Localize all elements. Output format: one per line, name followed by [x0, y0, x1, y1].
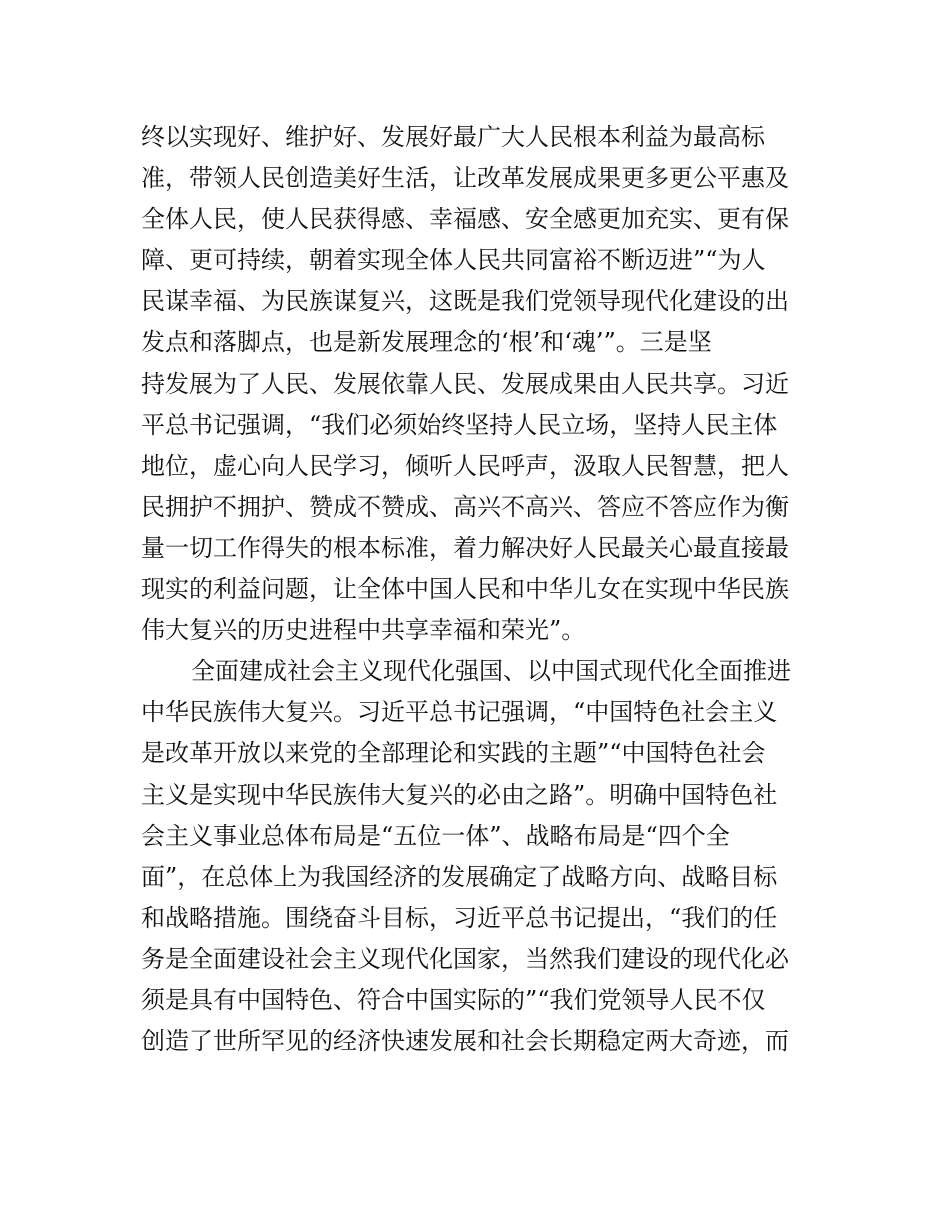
text-line: 中华民族伟大复兴。习近平总书记强调，“中国特色社会主义	[141, 698, 778, 727]
text-line: 会主义事业总体布局是“五位一体”、战略布局是“四个全	[141, 821, 730, 850]
text-line: 地位，虚心向人民学习，倾听人民呼声，汲取人民智慧，把人	[141, 451, 789, 480]
text-line: 民拥护不拥护、赞成不赞成、高兴不高兴、答应不答应作为衡	[141, 492, 789, 521]
text-line: 是改革开放以来党的全部理论和实践的主题”“中国特色社会	[141, 739, 766, 768]
text-line: 务是全面建设社会主义现代化国家，当然我们建设的现代化必	[141, 944, 789, 973]
body-text	[141, 117, 821, 1062]
text-line: 持发展为了人民、发展依靠人民、发展成果由人民共享。习近	[141, 369, 789, 398]
text-line: 和战略措施。围绕奋斗目标，习近平总书记提出，“我们的任	[141, 903, 778, 932]
text-line: 须是具有中国特色、符合中国实际的”“我们党领导人民不仅	[141, 985, 766, 1014]
paragraph-2	[141, 651, 821, 1062]
text-line: 全体人民，使人民获得感、幸福感、安全感更加充实、更有保	[141, 205, 789, 234]
text-line: 平总书记强调，“我们必须始终坚持人民立场，坚持人民主体	[141, 410, 778, 439]
text-line: 主义是实现中华民族伟大复兴的必由之路”。明确中国特色社	[141, 780, 778, 809]
text-line: 创造了世所罕见的经济快速发展和社会长期稳定两大奇迹，而	[141, 1027, 789, 1056]
paragraph-1	[141, 117, 821, 651]
text-line: 量一切工作得失的根本标准，着力解决好人民最关心最直接最	[141, 533, 789, 562]
text-line: 终以实现好、维护好、发展好最广大人民根本利益为最高标	[141, 123, 765, 151]
text-line: 现实的利益问题，让全体中国人民和中华儿女在实现中华民族	[141, 575, 789, 604]
text-line-indented: 全面建成社会主义现代化强国、以中国式现代化全面推进	[191, 657, 791, 686]
text-line: 发点和落脚点，也是新发展理念的‘根’和‘魂’”。三是坚	[141, 328, 712, 357]
text-line: 伟大复兴的历史进程中共享幸福和荣光”。	[141, 616, 586, 645]
text-line: 民谋幸福、为民族谋复兴，这既是我们党领导现代化建设的出	[141, 287, 789, 316]
text-line: 障、更可持续，朝着实现全体人民共同富裕不断迈进”“为人	[141, 246, 766, 275]
text-line: 面”，在总体上为我国经济的发展确定了战略方向、战略目标	[141, 862, 778, 891]
text-line: 准，带领人民创造美好生活，让改革发展成果更多更公平惠及	[141, 164, 789, 193]
